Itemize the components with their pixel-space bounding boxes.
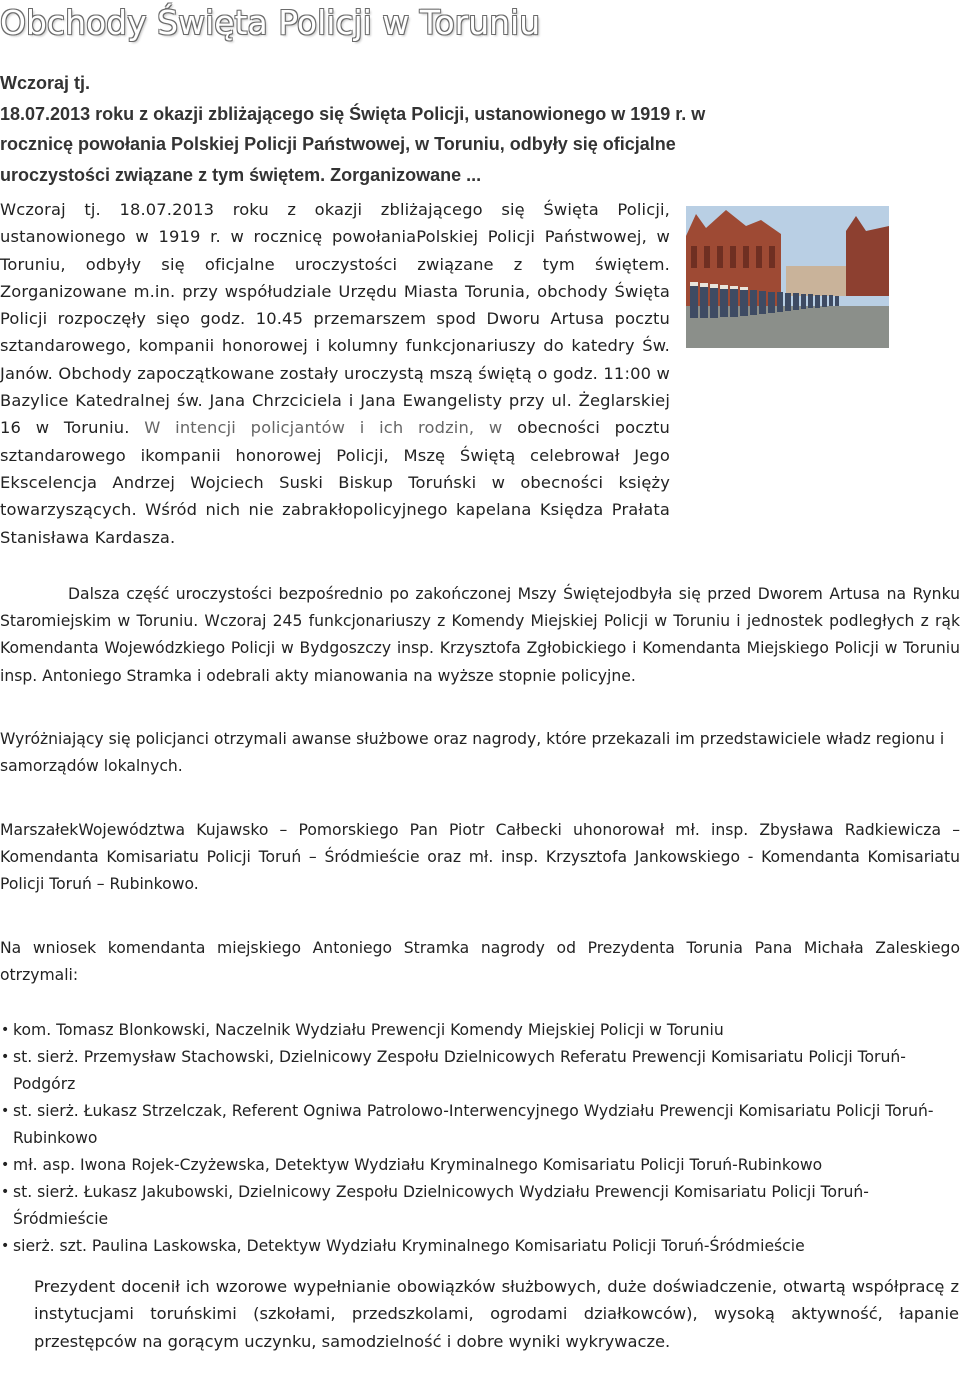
bullet-icon: • (1, 1049, 10, 1066)
lead-text: 18.07.2013 roku z okazji zbliżającego się Święta Policji, ustanowionego w 1919 r. w rocznicę powołania Polskiej Policji Państwowej, w Toruniu, odbyły się oficjalne uroczystości związane z tym świętem. Zorganizowane ... (0, 103, 706, 185)
photo-officer (793, 293, 799, 310)
photo-illustration (686, 206, 889, 348)
paragraph-marszalek: MarszałekWojewództwa Kujawsko – Pomorskiego Pan Piotr Całbecki uhonorował mł. insp. Zbysława Radkiewicza – Komendanta Komisariatu Policji Toruń – Śródmieście oraz mł. insp. Krzysztofa Jankowskiego - Komendanta Komisariatu Policji Toruń – Rubinkowo. (0, 820, 960, 894)
photo-window (769, 246, 775, 268)
photo-officer (822, 295, 827, 307)
first-paragraph-grey: W intencji policjantów i ich rodzin, w (144, 418, 503, 438)
photo-background-houses (786, 266, 846, 296)
list-item (0, 1233, 960, 1260)
photo-officer (768, 292, 775, 313)
list-item (0, 1017, 960, 1044)
photo-officer (815, 295, 820, 308)
article-top-section (0, 196, 960, 551)
first-paragraph-rest: obecności pocztu sztandarowego ikompanii honorowej Policji, Mszę Świętą celebrował Jego Ekscelencja Andrzej Wojciech Suski Biskup Toruński w obecności księży towarzyszących. Wśród nich nie zabrakłopolicyjnego kapelana Księdza Prałata Stanisława Kardasza. (0, 418, 671, 547)
bullet-icon: • (1, 1184, 10, 1201)
bullet-icon: • (1, 1103, 10, 1120)
list-item-text: st. sierż. Przemysław Stachowski, Dzielnicowy Zespołu Dzielnicowych Referatu Prewencji Komisariatu Policji Toruń-Podgórz (13, 1048, 906, 1094)
photo-window (730, 246, 736, 268)
list-item (0, 1152, 960, 1179)
list-item-text: kom. Tomasz Blonkowski, Naczelnik Wydziału Prewencji Komendy Miejskiej Policji w Toruniu (13, 1021, 724, 1040)
paragraph-dalsza (0, 581, 960, 690)
photo-officer (730, 288, 738, 317)
photo-window (717, 246, 723, 268)
first-paragraph-main: Wczoraj tj. 18.07.2013 roku z okazji zbliżającego się Święta Policji, ustanowionego w 1919 r. w rocznicę powołaniaPolskiej Policji Państwowej, w Toruniu, odbyły się oficjalne uroczystości związane z tym świętem. Zorganizowane m.in. przy współudziale Urzędu Miasta Torunia, obchody Święta Policji rozpoczęły sięo godz. 10.45 przemarszem spod Dworu Artusa pocztu sztandarowego, kompanii honorowej i kolumny funkcjonariuszy do katedry Św. Janów. Obchody zapoczątkowane zostały uroczystą mszą świętą o godz. 11:00 w Bazylice Katedralnej św. Jana Chrzciciela i Jana Ewangelisty przy ul. Żeglarskiej 16 w Toruniu. (0, 200, 670, 438)
lead-intro: Wczoraj tj. (0, 73, 91, 93)
list-item (0, 1044, 960, 1098)
bullet-icon: • (1, 1022, 10, 1039)
photo-officer (710, 286, 718, 318)
article-lead (0, 68, 760, 190)
photo-window (691, 246, 697, 268)
list-item-text: st. sierż. Łukasz Jakubowski, Dzielnicowy Zespołu Dzielnicowych Wydziału Prewencji Komisariatu Policji Toruń-Śródmieście (13, 1183, 869, 1229)
photo-cap (710, 284, 718, 288)
list-item-text: sierż. szt. Paulina Laskowska, Detektyw Wydziału Kryminalnego Komisariatu Policji Toruń-Śródmieście (13, 1237, 805, 1256)
article-first-paragraph (0, 196, 670, 551)
photo-officer (750, 290, 757, 315)
bullet-icon: • (1, 1238, 10, 1255)
photo-officer (700, 285, 708, 318)
police-ceremony-photo (686, 206, 889, 348)
list-item-text: st. sierż. Łukasz Strzelczak, Referent Ogniwa Patrolowo-Interwencyjnego Wydziału Prewencji Komisariatu Policji Toruń-Rubinkowo (13, 1102, 934, 1148)
list-item (0, 1098, 960, 1152)
photo-cap (730, 286, 738, 289)
page-title: Obchody Święta Policji w Toruniu (0, 3, 541, 42)
photo-officer (835, 296, 839, 306)
photo-window (743, 246, 749, 268)
photo-officer (759, 291, 766, 314)
awards-list (0, 1017, 960, 1260)
closing-paragraph: Prezydent docenił ich wzorowe wypełnianie obowiązków służbowych, duże doświadczenie, otwartą współpracę z instytucjami toruńskimi (szkołami, przedszkolami, ogrodami działkowców), wysoką aktywność, łapanie przestępców na gorącym uczynku, samodzielność i dobre wyniki wykrywacze. (34, 1277, 959, 1351)
photo-officer (801, 294, 806, 309)
bullet-icon: • (1, 1157, 10, 1174)
paragraph-dalsza-text: Dalsza część uroczystości bezpośrednio po zakończonej Mszy Świętejodbyła się przed Dworem Artusa na Rynku Staromiejskim w Toruniu. Wczoraj 245 funkcjonariuszy z Komendy Miejskiej Policji w Toruniu i jednostek podległych z rąk Komendanta Wojewódzkiego Policji w Bydgoszczy insp. Krzysztofa Zgłobickiego i Komendanta Miejskiego Policji w Toruniu insp. Antoniego Stramka i odebrali akty mianowania na wyższe stopnie policyjne. (0, 584, 960, 685)
photo-window (704, 246, 710, 268)
photo-cap (700, 283, 708, 287)
photo-officer (740, 289, 748, 316)
photo-officer (690, 284, 698, 318)
photo-officer (785, 293, 791, 311)
paragraph-wniosek: Na wniosek komendanta miejskiego Antoniego Stramka nagrody od Prezydenta Torunia Pana Michała Zaleskiego otrzymali: (0, 938, 960, 984)
photo-officer (808, 294, 813, 308)
photo-officer (720, 287, 728, 317)
list-item-text: mł. asp. Iwona Rojek-Czyżewska, Detektyw Wydziału Kryminalnego Komisariatu Policji Toruń-Rubinkowo (13, 1156, 823, 1175)
photo-window (756, 246, 762, 268)
photo-cap (690, 282, 698, 286)
photo-cap (720, 285, 728, 289)
list-item (0, 1179, 960, 1233)
photo-officer (777, 292, 783, 312)
paragraph-wyrozniajacy: Wyróżniający się policjanci otrzymali awanse służbowe oraz nagrody, które przekazali im przedstawiciele władz regionu i samorządów lokalnych. (0, 730, 945, 776)
photo-officer (829, 295, 833, 306)
photo-cap (740, 287, 748, 290)
